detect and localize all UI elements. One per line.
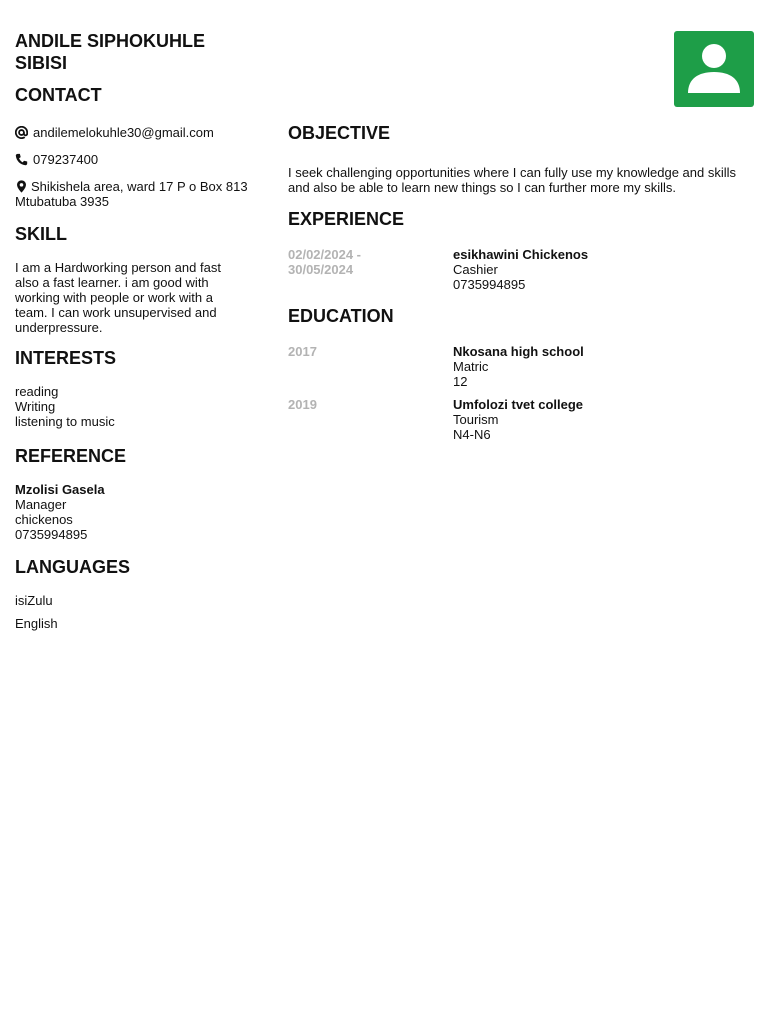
phone-icon xyxy=(15,153,28,166)
phone-text: 079237400 xyxy=(33,152,99,167)
experience-heading: EXPERIENCE xyxy=(288,209,405,229)
user-silhouette-icon xyxy=(687,43,741,95)
list-item: English xyxy=(15,616,58,631)
at-sign-icon xyxy=(15,126,28,139)
education-detail: N4-N6 xyxy=(453,427,491,442)
education-date: 2017 xyxy=(288,344,317,359)
education-role: Tourism xyxy=(453,412,499,427)
experience-org: esikhawini Chickenos xyxy=(453,247,589,262)
languages-list xyxy=(15,593,255,631)
interests-heading: INTERESTS xyxy=(15,348,117,368)
skill-text: I am a Hardworking person and fast also a fast learner. i am good with working with people or work with a team. I can work unsupervised and underpressure. xyxy=(15,260,221,335)
right-column xyxy=(288,122,748,442)
phone-row xyxy=(15,152,255,167)
reference-company: chickenos xyxy=(15,512,73,527)
languages-heading: LANGUAGES xyxy=(15,557,131,577)
skill-heading: SKILL xyxy=(15,224,67,244)
objective-heading: OBJECTIVE xyxy=(288,123,391,143)
education-details xyxy=(453,344,584,389)
education-detail: 12 xyxy=(453,374,468,389)
list-item: isiZulu xyxy=(15,593,53,608)
reference-heading: REFERENCE xyxy=(15,446,127,466)
map-pin-icon xyxy=(15,180,28,193)
avatar xyxy=(674,31,754,107)
address-row xyxy=(15,179,255,209)
education-details xyxy=(453,397,583,442)
experience-role: Cashier xyxy=(453,262,498,277)
experience-detail: 0735994895 xyxy=(453,277,526,292)
education-role: Matric xyxy=(453,359,489,374)
reference-name: Mzolisi Gasela xyxy=(15,482,105,497)
address-text: Shikishela area, ward 17 P o Box 813 Mtubatuba 3935 xyxy=(15,179,248,209)
list-item: reading xyxy=(15,384,59,399)
email-row xyxy=(15,125,255,140)
education-date: 2019 xyxy=(288,397,317,412)
contact-section xyxy=(15,125,255,209)
objective-text: I seek challenging opportunities where I can fully use my knowledge and skills and also be able to learn new things so I can further more my skills. xyxy=(288,165,737,195)
contact-heading: CONTACT xyxy=(15,85,102,105)
experience-entry xyxy=(288,247,748,292)
list-item: listening to music xyxy=(15,414,115,429)
education-entry xyxy=(288,397,748,442)
list-item: Writing xyxy=(15,399,56,414)
interests-list xyxy=(15,384,255,429)
reference-phone: 0735994895 xyxy=(15,527,88,542)
experience-date: 02/02/2024 - 30/05/2024 xyxy=(288,247,362,277)
email-text: andilemelokuhle30@gmail.com xyxy=(33,125,214,140)
experience-details xyxy=(453,247,588,292)
education-entry xyxy=(288,344,748,389)
reference-title: Manager xyxy=(15,497,67,512)
education-heading: EDUCATION xyxy=(288,306,394,326)
reference-block xyxy=(15,482,255,542)
education-org: Umfolozi tvet college xyxy=(453,397,584,412)
education-org: Nkosana high school xyxy=(453,344,584,359)
left-column xyxy=(15,30,255,631)
full-name: ANDILE SIPHOKUHLE SIBISI xyxy=(15,31,206,73)
